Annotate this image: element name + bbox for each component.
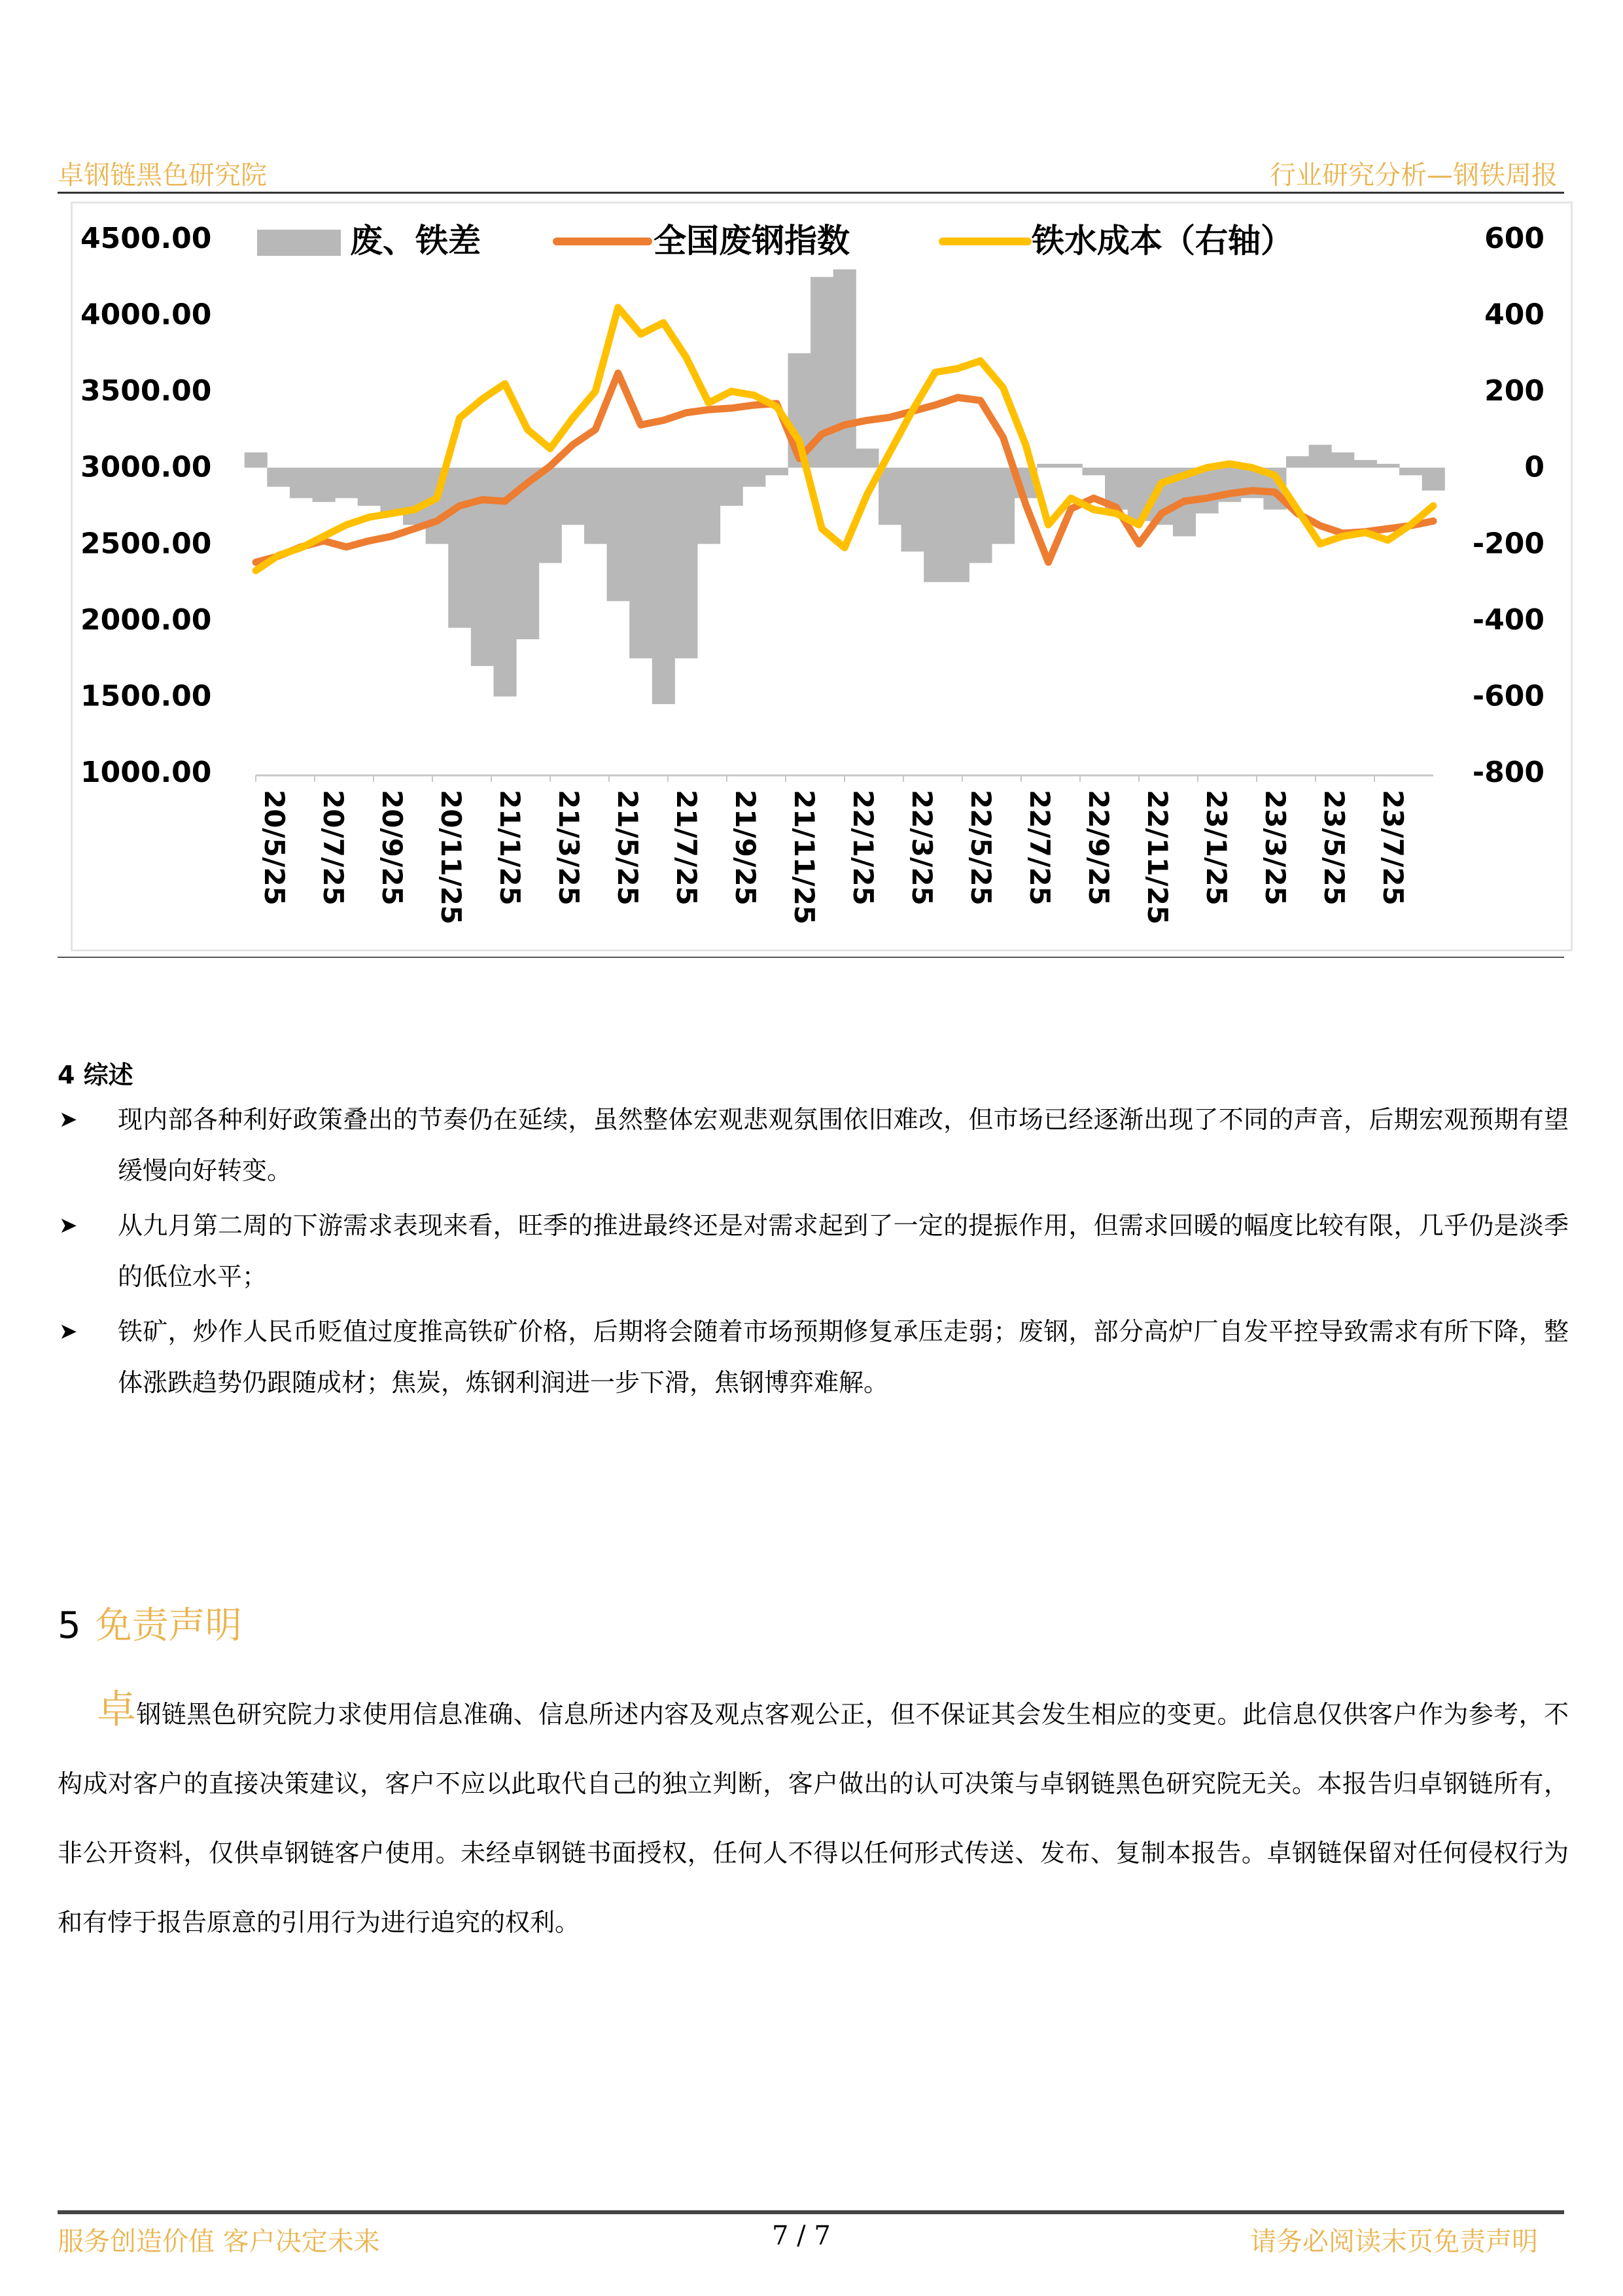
spread-bar (1376, 464, 1399, 468)
x-tick-label: 23/3/25 (1259, 790, 1291, 906)
spread-bar (742, 468, 765, 487)
spread-bar (1037, 464, 1060, 468)
x-tick-label: 22/11/25 (1142, 790, 1174, 925)
y-left-tick-label: 2000.00 (80, 603, 212, 637)
x-tick-label: 21/11/25 (788, 790, 820, 925)
section4-title: 4 综述 (58, 1061, 133, 1089)
spread-bar (448, 468, 471, 628)
x-tick-label: 22/3/25 (906, 790, 938, 906)
y-left-tick-label: 3500.00 (80, 374, 212, 408)
spread-bar (992, 468, 1015, 544)
spread-bar (856, 449, 879, 468)
spread-bar (674, 468, 697, 658)
footer-notice: 请务必阅读末页免责声明 (1250, 2227, 1538, 2257)
spread-bar (697, 468, 720, 544)
y-left-tick-label: 4500.00 (80, 222, 212, 255)
spread-bar (561, 468, 584, 525)
arrow-bullet-icon: ➤ (59, 1106, 78, 1133)
x-tick-label: 21/1/25 (494, 790, 526, 906)
header-rule (58, 192, 1564, 194)
spread-bar (584, 468, 607, 544)
legend-label-iron-cost: 铁水成本（右轴） (1032, 222, 1293, 260)
spread-bar (720, 468, 743, 506)
bullet-text: 铁矿，炒作人民币贬值过度推高铁矿价格，后期将会随着市场预期修复承压走弱；废钢，部分高炉厂自发平控导致需求有所下降，整体涨跌趋势仍跟随成材；焦炭，炼钢利润进一步下滑，焦钢博弈难解。 (118, 1317, 1569, 1397)
spread-bar (245, 452, 268, 467)
disclaimer-text: 钢链黑色研究院力求使用信息准确、信息所述内容及观点客观公正，但不保证其会发生相应的变更。此信息仅供客户作为参考，不构成对客户的直接决策建议，客户不应以此取代自己的独立判断，客户做出的认可决策与卓钢链黑色研究院无关。本报告归卓钢链所有，非公开资料，仅供卓钢链客户使用。未经卓钢链书面授权，任何人不得以任何形式传送、发布、复制本报告。卓钢链保留对任何侵权行为和有悖于报告原意的引用行为进行追究的权利。 (58, 1700, 1569, 1937)
bullet-text: 从九月第二周的下游需求表现来看，旺季的推进最终还是对需求起到了一定的提振作用，但需求回暖的幅度比较有限，几乎仍是淡季的低位水平； (118, 1211, 1569, 1291)
spread-bar (879, 468, 901, 525)
x-tick-label: 22/9/25 (1083, 790, 1115, 906)
x-tick-label: 20/7/25 (317, 790, 349, 906)
chart-bottom-rule (58, 957, 1564, 958)
page-number: 7 / 7 (772, 2221, 831, 2251)
spread-bar (1286, 456, 1309, 467)
header-org-name: 卓钢链黑色研究院 (58, 160, 267, 190)
spread-bar (403, 468, 426, 525)
x-tick-label: 23/1/25 (1200, 790, 1232, 906)
spread-bar (1060, 464, 1083, 468)
spread-bar (380, 468, 403, 514)
x-tick-label: 22/1/25 (847, 790, 879, 906)
x-tick-label: 21/3/25 (553, 790, 585, 906)
spread-bar (652, 468, 675, 704)
y-right-tick-label: 400 (1484, 298, 1544, 332)
x-tick-label: 22/5/25 (965, 790, 997, 906)
spread-bar (290, 468, 313, 499)
y-left-tick-label: 1000.00 (80, 756, 212, 789)
y-right-tick-label: 600 (1484, 222, 1544, 255)
spread-bar (1196, 468, 1219, 514)
y-right-tick-label: -400 (1472, 603, 1544, 637)
spread-bar (924, 468, 947, 582)
section5-heading (58, 1597, 242, 1649)
x-tick-label: 20/11/25 (435, 790, 467, 925)
arrow-bullet-icon: ➤ (59, 1318, 78, 1345)
spread-bar (1082, 468, 1105, 476)
spread-bar (358, 468, 381, 506)
spread-bar (607, 468, 630, 601)
x-tick-label: 20/9/25 (376, 790, 408, 906)
disclaimer-paragraph (58, 1675, 1569, 1957)
x-tick-label: 21/5/25 (612, 790, 644, 906)
section5-title: 免责声明 (95, 1604, 242, 1647)
x-tick-label: 20/5/25 (258, 790, 290, 906)
legend-label-spread: 废、铁差 (350, 222, 481, 260)
spread-bar (1422, 468, 1445, 491)
spread-bar (833, 270, 856, 468)
spread-bar (1309, 445, 1332, 468)
y-right-tick-label: 0 (1524, 450, 1544, 484)
section4-bullets (58, 1094, 1569, 1412)
y-left-tick-label: 2500.00 (80, 527, 212, 561)
arrow-bullet-icon: ➤ (59, 1212, 78, 1239)
x-tick-label: 23/7/25 (1377, 790, 1409, 906)
x-tick-label: 22/7/25 (1024, 790, 1056, 906)
y-right-tick-label: -600 (1472, 679, 1544, 713)
spread-bar (1331, 452, 1354, 467)
footer-slogan: 服务创造价值 客户决定未来 (58, 2227, 380, 2257)
spread-bar (539, 468, 562, 563)
spread-bar (335, 468, 358, 499)
y-right-tick-label: -200 (1472, 527, 1544, 561)
y-left-tick-label: 4000.00 (80, 298, 212, 332)
list-item (58, 1094, 1569, 1196)
y-left-tick-label: 3000.00 (80, 450, 212, 484)
y-right-tick-label: -800 (1472, 756, 1544, 789)
section5-number: 5 (58, 1604, 81, 1647)
y-right-tick-label: 200 (1484, 374, 1544, 408)
list-item (58, 1200, 1569, 1302)
footer-rule (58, 2210, 1564, 2214)
x-tick-label: 23/5/25 (1318, 790, 1350, 906)
legend-swatch-spread (257, 230, 341, 256)
header-report-title: 行业研究分析—钢铁周报 (1270, 160, 1558, 190)
spread-bar (969, 468, 992, 563)
spread-bar (1354, 460, 1377, 468)
spread-bar (267, 468, 290, 487)
y-left-tick-label: 1500.00 (80, 679, 212, 713)
spread-bar (1399, 468, 1422, 476)
legend-label-scrap-index: 全国废钢指数 (654, 222, 850, 260)
x-tick-label: 21/7/25 (671, 790, 703, 906)
spread-bar (629, 468, 652, 658)
bullet-text: 现内部各种利好政策叠出的节奏仍在延续，虽然整体宏观悲观氛围依旧难改，但市场已经逐渐出现了不同的声音，后期宏观预期有望缓慢向好转变。 (118, 1105, 1569, 1185)
spread-bar (765, 468, 788, 476)
spread-bar (947, 468, 969, 582)
list-item (58, 1306, 1569, 1408)
spread-bar (901, 468, 924, 552)
chart-frame (71, 202, 1573, 951)
x-tick-label: 21/9/25 (729, 790, 761, 906)
spread-chart (73, 203, 1571, 949)
disclaimer-drop-char: 卓 (97, 1687, 137, 1733)
spread-bar (313, 468, 336, 502)
